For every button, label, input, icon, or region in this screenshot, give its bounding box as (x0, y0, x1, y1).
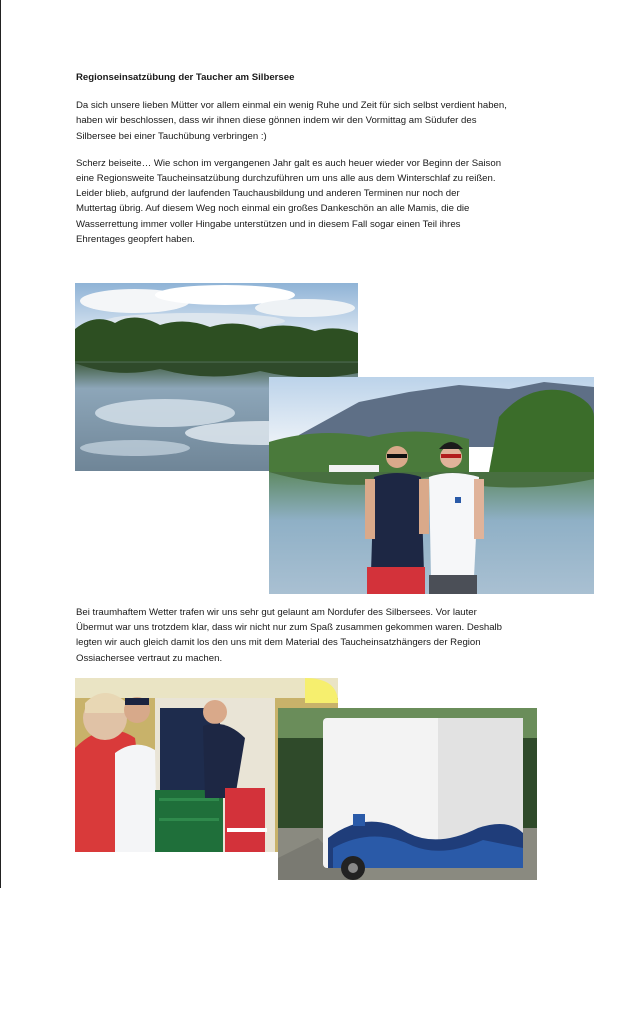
paragraph-3: Bei traumhaftem Wetter trafen wir uns sehr gut gelaunt am Nordufer des Silbersees. Vor lauter Übermut war uns trotzdem klar, dass wir nicht nur zum Spaß zusammen gekommen waren. Deshalb legten wir auch gleich damit los den uns mit dem Material des Taucheinsatzhängers der Region Ossiachersee vertraut zu machen. (76, 607, 503, 664)
paragraph-1: Da sich unsere lieben Mütter vor allem einmal ein wenig Ruhe und Zeit für sich selbst verdient haben, haben wir beschlossen, dass wir ihnen diese gönnen indem wir den Vormittag am Südufer des Silbersee bei einer Tauchübung verbringen :) (76, 100, 507, 142)
paragraph-2: Scherz beiseite… Wie schon im vergangenen Jahr galt es auch heuer wieder vor Beginn der Saison eine Regionsweite Taucheinsatzübung durchzuführen um uns alle aus dem Winterschlaf zu reißen. Leider blieb, aufgrund der laufenden Tauchausbildung und anderen Terminen nur noch der Muttertag übrig. Auf diesem Weg noch einmal ein großes Dankeschön an alle Mamis, die die Wasserrettung immer voller Hingabe unterstützen und in diesem Fall sogar einen Teil ihres Ehrentages geopfert haben. (76, 157, 502, 245)
article-title: Regionseinsatzübung der Taucher am Silbersee (76, 72, 295, 83)
article-body (76, 70, 566, 259)
two-divers-photo (269, 377, 594, 594)
page-left-border (0, 0, 1, 888)
dive-trailer-photo (278, 708, 537, 880)
